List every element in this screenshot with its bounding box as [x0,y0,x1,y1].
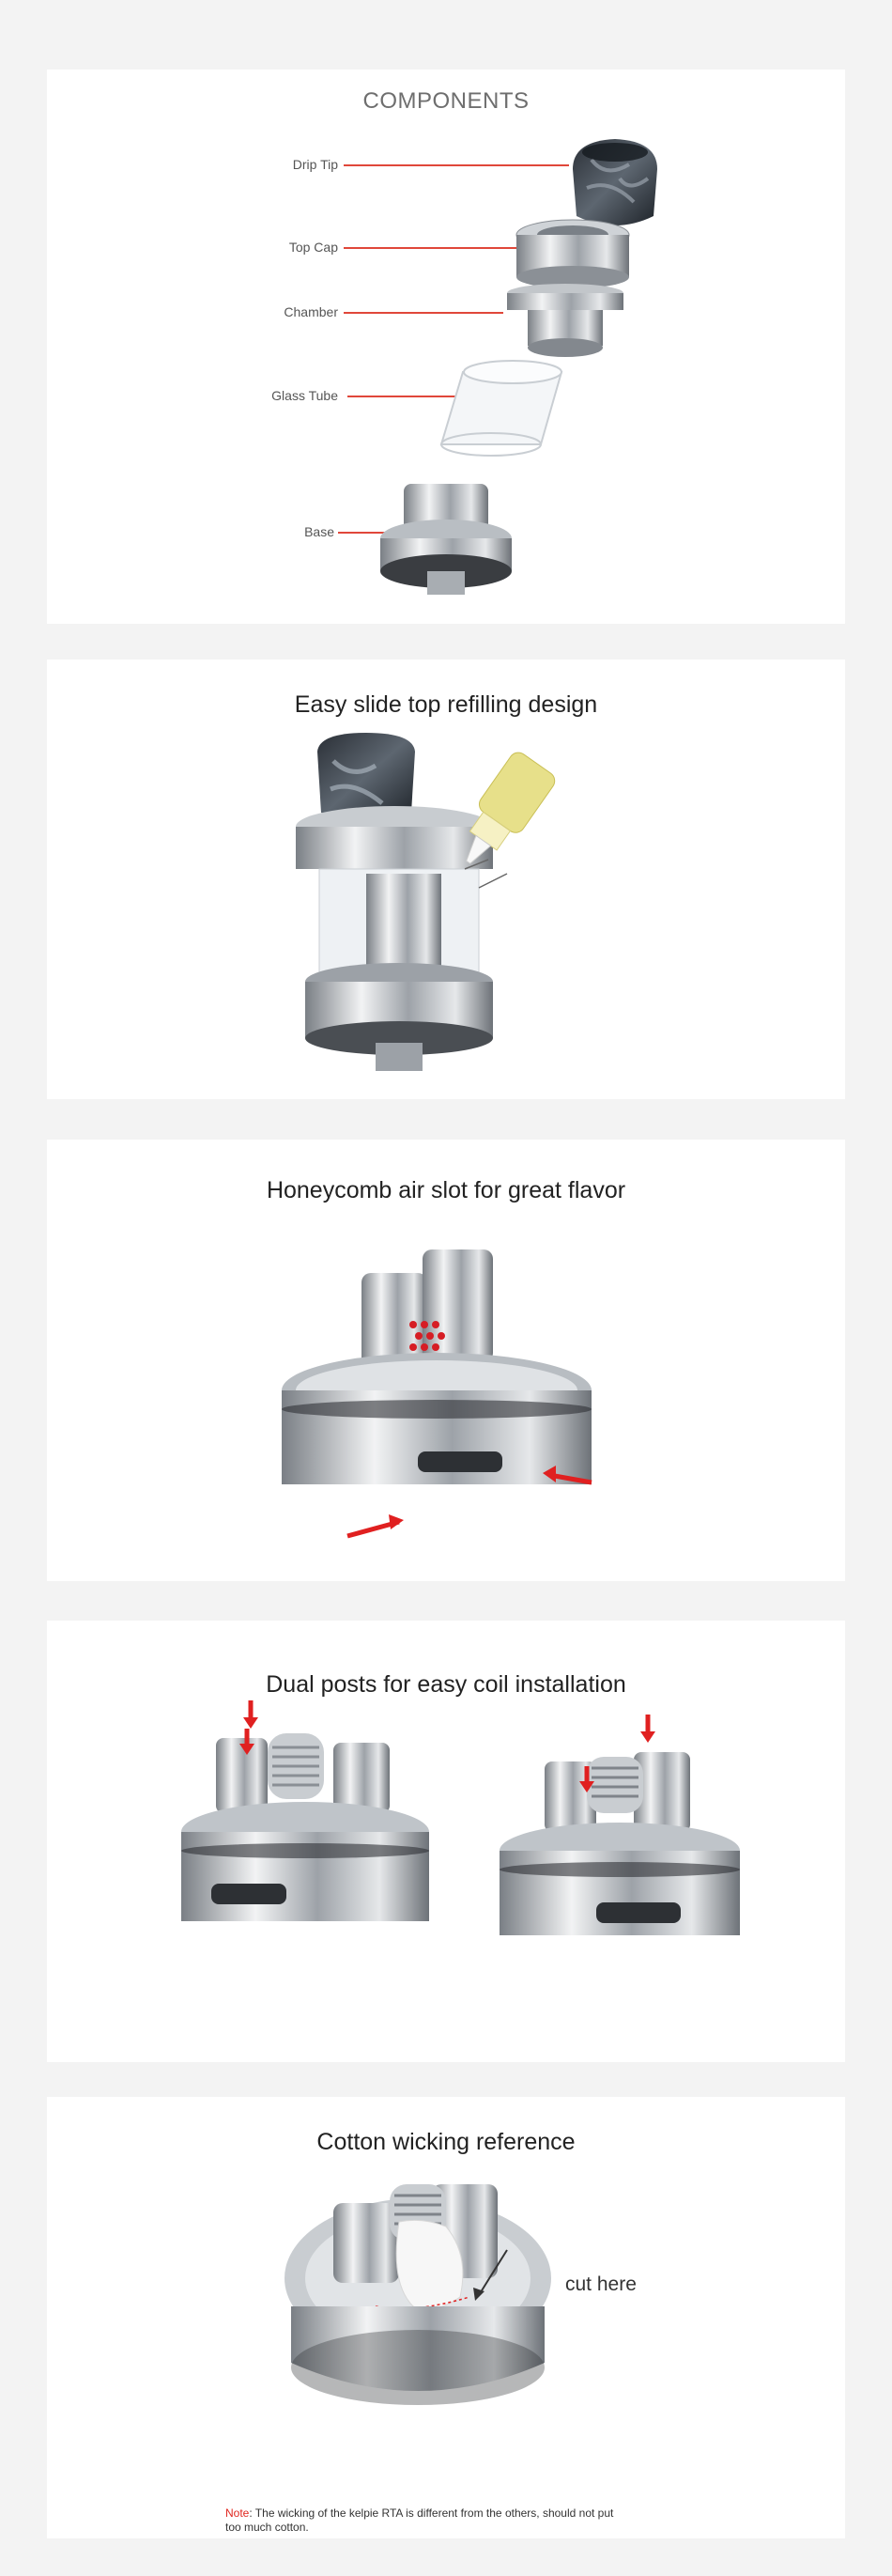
drip-tip-leader [344,164,569,166]
components-title: COMPONENTS [362,88,530,114]
refill-title: Easy slide top refilling design [294,691,598,718]
chamber-image [500,282,631,366]
posts-deck-right-image [493,1710,746,1992]
chamber-label: Chamber [284,304,338,319]
chamber-leader [344,312,503,314]
airslot-title: Honeycomb air slot for great flavor [266,1177,626,1203]
refill-tank-image [282,733,620,1090]
glass-tube-image [430,355,571,458]
glass-tube-label: Glass Tube [271,388,338,403]
posts-title: Dual posts for easy coil installation [266,1671,626,1698]
airslot-deck-image [272,1249,610,1560]
top-cap-leader [344,247,522,249]
wicking-deck-image [282,2165,563,2443]
posts-deck-left-image [174,1700,437,1982]
top-cap-image [512,216,634,291]
wicking-note [225,2506,620,2535]
top-cap-label: Top Cap [288,240,338,255]
note-text: : The wicking of the kelpie RTA is different from the others, should not put too much cotton. [225,2506,614,2534]
wicking-title: Cotton wicking reference [316,2129,576,2155]
drip-tip-label: Drip Tip [292,157,338,172]
cut-here-label: cut here [565,2273,637,2295]
base-image [376,474,516,606]
note-label: Note [225,2506,250,2520]
base-label: Base [304,524,334,539]
